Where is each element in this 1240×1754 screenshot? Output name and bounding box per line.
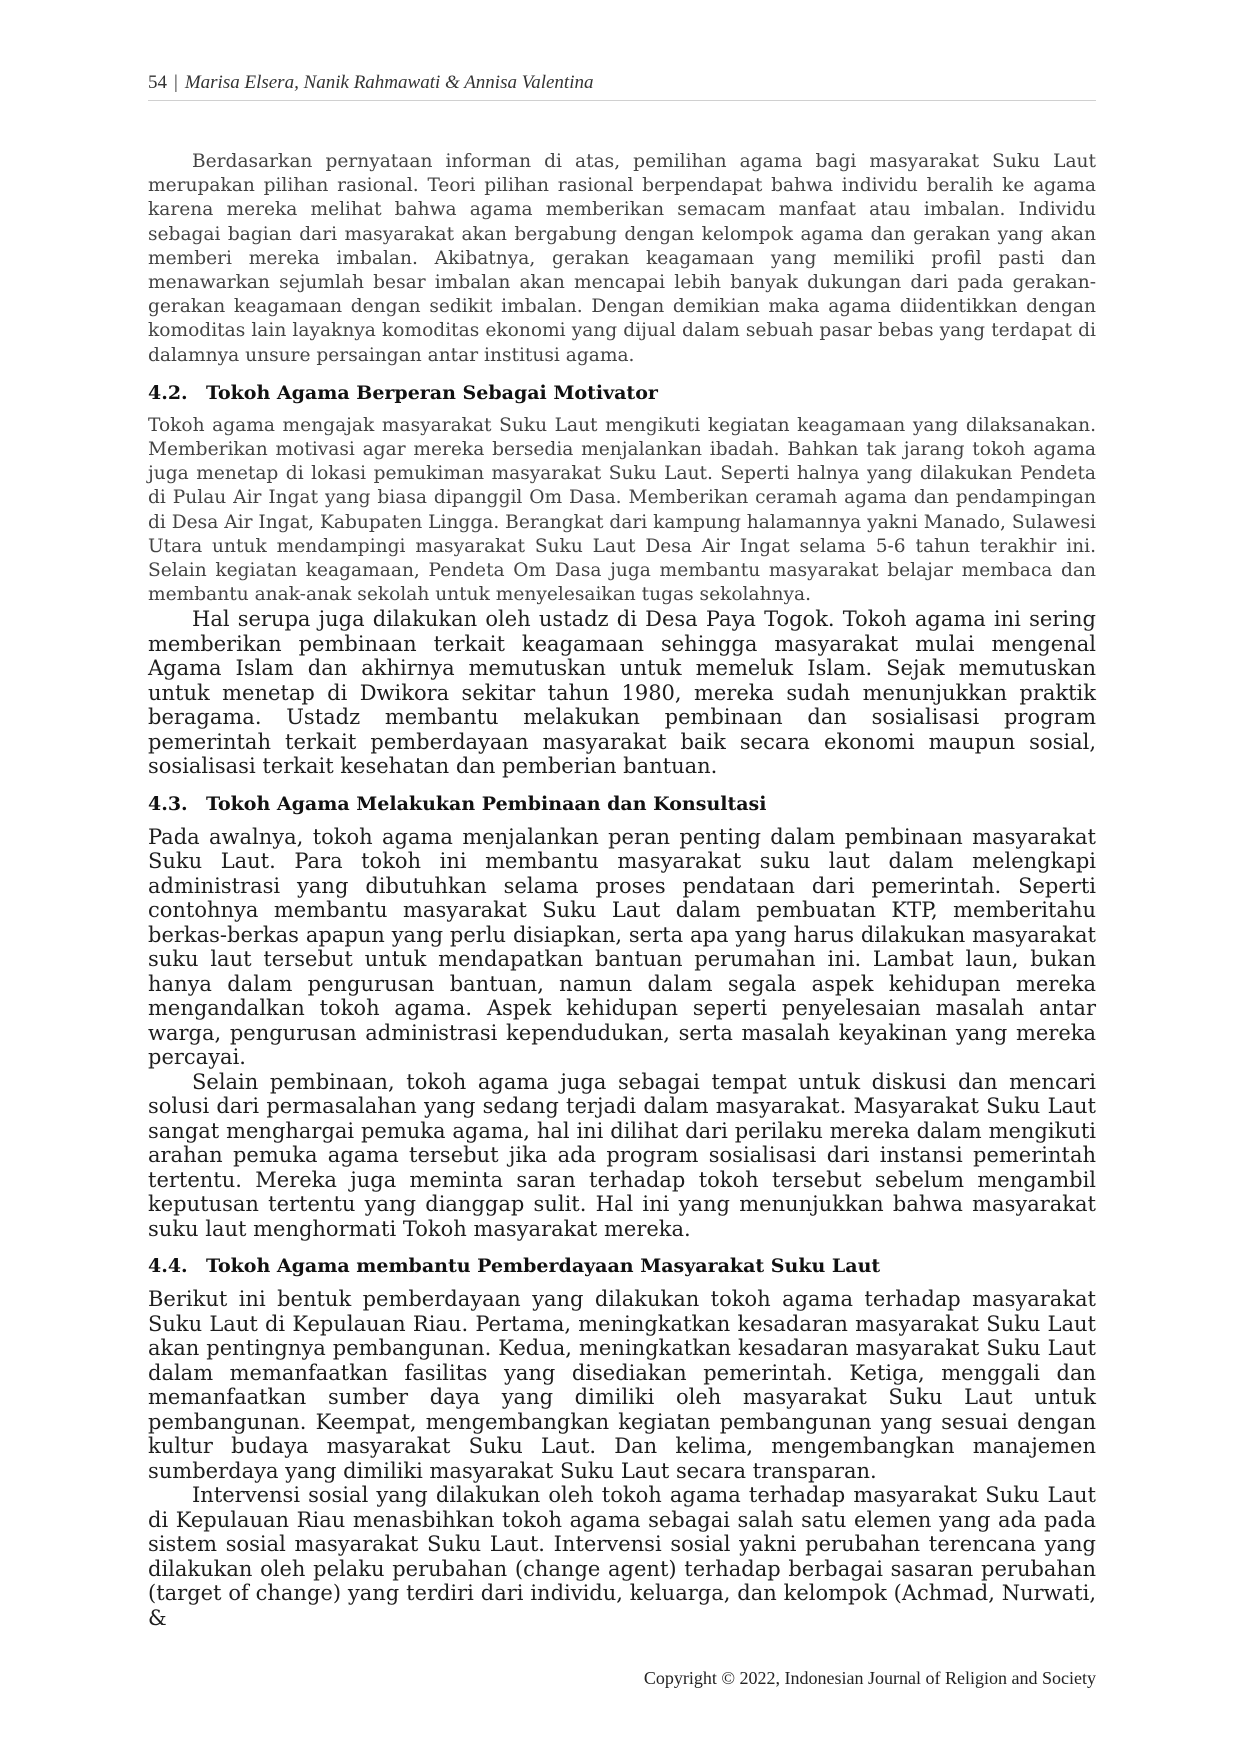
section-title: Tokoh Agama membantu Pemberdayaan Masyarakat Suku Laut — [206, 1255, 881, 1278]
paragraph-rational-choice: Berdasarkan pernyataan informan di atas, pemilihan agama bagi masyarakat Suku Laut merupakan pilihan rasional. Teori pilihan rasional berpendapat bahwa individu beralih ke agama karena mereka melihat bahwa agama memberikan semacam manfaat atau imbalan. Individu sebagai bagian dari masyarakat akan bergabung dengan kelompok agama dan gerakan yang akan memberi mereka imbalan. Akibatnya, gerakan keagamaan yang memiliki profil pasti dan menawarkan sejumlah besar imbalan akan mencapai lebih banyak dukungan dari pada gerakan-gerakan keagamaan dengan sedikit imbalan. Dengan demikian maka agama diidentikkan dengan komoditas lain layaknya komoditas ekonomi yang dijual dalam sebuah pasar bebas yang terdapat di dalamnya unsure persaingan antar institusi agama. — [148, 151, 1096, 366]
paragraph-pemberdayaan: Berikut ini bentuk pemberdayaan yang dilakukan tokoh agama terhadap masyarakat Suku Laut di Kepulauan Riau. Pertama, meningkatkan kesadaran masyarakat Suku Laut akan pentingnya pembangunan. Kedua, meningkatkan kesadaran masyarakat Suku Laut dalam memanfaatkan fasilitas yang disediakan pemerintah. Ketiga, menggali dan memanfaatkan sumber daya yang dimiliki oleh masyarakat Suku Laut untuk pembangunan. Keempat, mengembangkan kegiatan pembangunan yang sesuai dengan kultur budaya masyarakat Suku Laut. Dan kelima, mengembangkan manajemen sumberdaya yang dimiliki masyarakat Suku Laut secara transparan. — [148, 1287, 1096, 1483]
section-number: 4.2. — [148, 381, 188, 404]
article-body — [148, 150, 1096, 1630]
section-number: 4.3. — [148, 792, 188, 815]
paragraph-intervensi: Intervensi sosial yang dilakukan oleh tokoh agama terhadap masyarakat Suku Laut di Kepulauan Riau menasbihkan tokoh agama sebagai salah satu elemen yang ada pada sistem sosial masyarakat Suku Laut. Intervensi sosial yakni perubahan terencana yang dilakukan oleh pelaku perubahan (change agent) terhadap berbagai sasaran perubahan (target of change) yang terdiri dari individu, keluarga, dan kelompok (Achmad, Nurwati, & — [148, 1483, 1096, 1630]
header-separator: | — [174, 72, 178, 93]
section-title: Tokoh Agama Berperan Sebagai Motivator — [206, 381, 658, 404]
running-header — [148, 72, 1096, 101]
paragraph-motivator: Tokoh agama mengajak masyarakat Suku Laut mengikuti kegiatan keagamaan yang dilaksanakan. Memberikan motivasi agar mereka bersedia menjalankan ibadah. Bahkan tak jarang tokoh agama juga menetap di lokasi pemukiman masyarakat Suku Laut. Seperti halnya yang dilakukan Pendeta di Pulau Air Ingat yang biasa dipanggil Om Dasa. Memberikan ceramah agama dan pendampingan di Desa Air Ingat, Kabupaten Lingga. Berangkat dari kampung halamannya yakni Manado, Sulawesi Utara untuk mendampingi masyarakat Suku Laut Desa Air Ingat selama 5-6 tahun terakhir ini. Selain kegiatan keagamaan, Pendeta Om Dasa juga membantu masyarakat belajar membaca dan membantu anak-anak sekolah untuk menyelesaikan tugas sekolahnya. — [148, 414, 1097, 606]
section-heading-4-2 — [148, 382, 1096, 404]
section-heading-4-4 — [148, 1255, 1096, 1277]
page-number: 54 — [148, 72, 167, 93]
header-authors: Marisa Elsera, Nanik Rahmawati & Annisa Valentina — [184, 72, 594, 93]
paragraph-pembinaan: Pada awalnya, tokoh agama menjalankan peran penting dalam pembinaan masyarakat Suku Laut. Para tokoh ini membantu masyarakat suku laut dalam melengkapi administrasi yang dibutuhkan selama proses pendataan dari pemerintah. Seperti contohnya membantu masyarakat Suku Laut dalam pembuatan KTP, memberitahu berkas-berkas apapun yang perlu disiapkan, serta apa yang harus dilakukan masyarakat suku laut tersebut untuk mendapatkan bantuan perumahan ini. Lambat laun, bukan hanya dalam pengurusan bantuan, namun dalam segala aspek kehidupan mereka mengandalkan tokoh agama. Aspek kehidupan seperti penyelesaian masalah antar warga, pengurusan administrasi kependudukan, serta masalah keyakinan yang mereka percayai. — [148, 824, 1096, 1070]
section-number: 4.4. — [148, 1255, 188, 1278]
copyright-footer: Copyright © 2022, Indonesian Journal of Religion and Society — [643, 1668, 1096, 1688]
section-heading-4-3 — [148, 793, 1096, 815]
section-title: Tokoh Agama Melakukan Pembinaan dan Konsultasi — [206, 792, 767, 815]
paragraph-ustadz: Hal serupa juga dilakukan oleh ustadz di Desa Paya Togok. Tokoh agama ini sering memberikan pembinaan terkait keagamaan sehingga masyarakat mulai mengenal Agama Islam dan akhirnya memutuskan untuk memeluk Islam. Sejak memutuskan untuk menetap di Dwikora sekitar tahun 1980, mereka sudah menunjukkan praktik beragama. Ustadz membantu melakukan pembinaan dan sosialisasi program pemerintah terkait pemberdayaan masyarakat baik secara ekonomi maupun sosial, sosialisasi terkait kesehatan dan pemberian bantuan. — [148, 607, 1096, 779]
paragraph-konsultasi: Selain pembinaan, tokoh agama juga sebagai tempat untuk diskusi dan mencari solusi dari permasalahan yang sedang terjadi dalam masyarakat. Masyarakat Suku Laut sangat menghargai pemuka agama, hal ini dilihat dari perilaku mereka dalam mengikuti arahan pemuka agama tersebut jika ada program sosialisasi dari instansi pemerintah tertentu. Mereka juga meminta saran terhadap tokoh tersebut sebelum mengambil keputusan tertentu yang dianggap sulit. Hal ini yang menunjukkan bahwa masyarakat suku laut menghormati Tokoh masyarakat mereka. — [148, 1069, 1096, 1241]
